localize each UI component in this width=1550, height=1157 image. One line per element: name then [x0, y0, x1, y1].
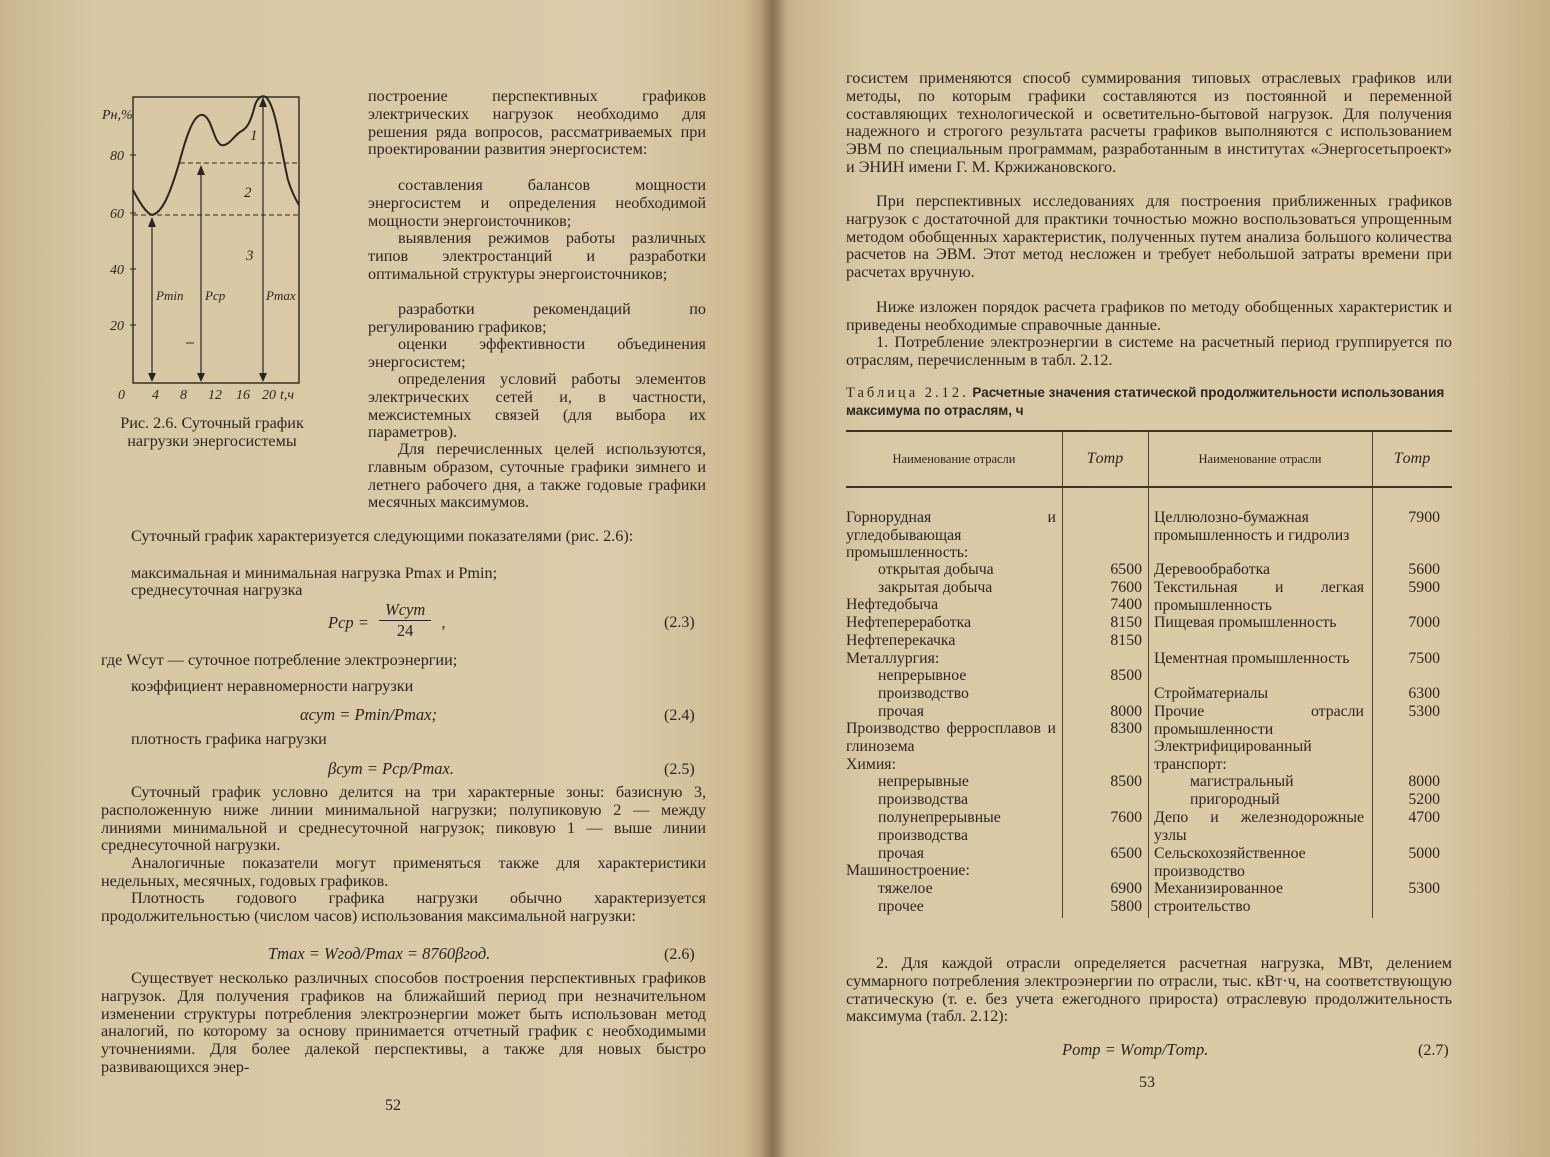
table-row: непрерывное производство	[878, 667, 969, 702]
table-value: 8150	[1110, 632, 1142, 649]
eq-numerator: Wсут	[379, 600, 431, 621]
table-header-rule	[846, 486, 1452, 488]
paragraph: Суточный график характеризуется следующими показателями (рис. 2.6):	[131, 527, 634, 545]
table-top-rule	[846, 430, 1452, 432]
table-value: 4700	[1408, 809, 1440, 826]
zone-label-2: 2	[244, 185, 252, 201]
zone-label-1: 1	[250, 128, 258, 144]
table-value: 8500	[1110, 667, 1142, 684]
x-tick: 0	[118, 388, 125, 403]
paragraph: Плотность годового графика нагрузки обычно характеризуется продолжительностью (числом часов) использования максимальной нагрузки:	[101, 889, 706, 925]
y-axis-label: Pн,%	[102, 108, 133, 123]
table-value: 5800	[1110, 898, 1142, 915]
equation-number: (2.4)	[664, 707, 695, 724]
table-value: 6500	[1110, 845, 1142, 862]
paragraph: Ниже изложен порядок расчета графиков по методу обобщенных характеристик и приведены необходимые справочные данные.	[846, 298, 1452, 334]
table-value: 5000	[1408, 845, 1440, 862]
table-caption	[846, 384, 1452, 420]
table-row: Машиностроение:	[846, 862, 970, 879]
table-caption-label: Таблица 2.12.	[846, 385, 969, 401]
table-row: Нефтепереработка	[846, 614, 972, 631]
table-row: прочее	[878, 898, 924, 915]
table-value: 8000	[1408, 773, 1440, 790]
table-row: Нефтедобыча	[846, 596, 939, 613]
x-tick: 8	[180, 388, 187, 403]
side-paragraph: Для перечисленных целей используются, главным образом, суточные графики зимнего и летнего рабочего дня, а также годовые графики месячных максимумов.	[368, 440, 706, 512]
table-value: 7600	[1110, 809, 1142, 826]
table-value: 6500	[1110, 561, 1142, 578]
table-value: 8150	[1110, 614, 1142, 631]
y-tick: 60	[110, 207, 124, 222]
table-value: 5600	[1408, 561, 1440, 578]
table-value: 5300	[1408, 880, 1440, 897]
table-row: открытая добыча	[878, 561, 994, 578]
eq-denominator: 24	[396, 621, 414, 640]
table-row: Электрифицированный транспорт:	[1154, 738, 1312, 773]
paragraph: где Wсут — суточное потребление электроэнергии;	[101, 651, 458, 669]
table-value: 6900	[1110, 880, 1142, 897]
paragraph: коэффициент неравномерности нагрузки	[131, 677, 414, 695]
paragraph: Аналогичные показатели могут применяться также для характеристики недельных, месячных, годовых графиков.	[101, 854, 706, 890]
paragraph: госистем применяются способ суммирования типовых отраслевых графиков или методы, по которым графики составляются из постоянной и переменной составляющих технологической и осветительно-бытовой нагрузок. Для получения надежного и строгого результата расчеты графиков выполняются с использованием ЭВМ по специальным программам, разработанным в институтах «Энергосетьпроект» и ЭНИН имени Г. М. Кржижановского.	[846, 69, 1452, 176]
table-row: магистральный	[1190, 773, 1294, 790]
table-row: тяжелое	[878, 880, 933, 897]
x-tick: 16	[236, 388, 250, 403]
y-tick: 20	[110, 319, 124, 334]
table-row: Целлюлозно-бумажная промышленность и гидролиз	[1154, 509, 1350, 544]
table-row: Производство ферросплавов и глинозема	[846, 720, 1056, 755]
equation-2-3: Pср = Wсут 24 ,	[328, 600, 446, 640]
table-row: Горнорудная и угледобывающая промышленность:	[846, 509, 1056, 562]
y-tick: 40	[110, 263, 124, 278]
x-tick: 12	[208, 388, 222, 403]
equation-2-7: Pотр = Wотр/Tотр.	[1062, 1040, 1209, 1059]
equation-number: (2.3)	[664, 614, 695, 631]
table-row: Металлургия:	[846, 650, 940, 667]
equation-number: (2.7)	[1418, 1042, 1449, 1059]
side-paragraph: оценки эффективности объединения энергосистем;	[368, 335, 706, 371]
left-page	[0, 0, 770, 1157]
table-value: 5900	[1408, 579, 1440, 596]
daily-load-chart	[100, 85, 315, 405]
table-value: 7600	[1110, 579, 1142, 596]
table-row: закрытая добыча	[878, 579, 993, 596]
table-row: Текстильная и легкая промышленность	[1154, 579, 1364, 614]
page-number: 53	[1139, 1074, 1155, 1091]
table-value: 5200	[1408, 791, 1440, 808]
table-caption-title: Расчетные значения статической продолжительности использования максимума по отраслям, ч	[846, 385, 1445, 418]
table-row: непрерывные производства	[878, 773, 969, 808]
table-value: 6300	[1408, 685, 1440, 702]
side-paragraph: определения условий работы элементов электрических сетей и, в частности, межсистемных связей (для выбора их параметров).	[368, 370, 706, 442]
table-row: Депо и железнодорожные узлы	[1154, 809, 1364, 844]
y-tick: 80	[110, 149, 124, 164]
paragraph: максимальная и минимальная нагрузка Pmax и Pmin;	[131, 564, 498, 582]
table-header-t: Tотр	[1086, 450, 1124, 467]
table-row: Прочие отрасли промышленности	[1154, 703, 1364, 738]
table-value: 8500	[1110, 773, 1142, 790]
table-value: 7500	[1408, 650, 1440, 667]
table-value: 5300	[1408, 703, 1440, 720]
table-row: Механизированное строительство	[1154, 880, 1284, 915]
side-paragraph: построение перспективных графиков электрических нагрузок необходимо для решения ряда вопросов, рассматриваемых при проектировании развития энергосистем:	[368, 87, 706, 159]
table-row: Стройматериалы	[1154, 685, 1269, 702]
paragraph: среднесуточная нагрузка	[131, 581, 303, 599]
equation-2-6: Tmax = Wгод/Pmax = 8760βгод.	[268, 944, 491, 963]
paragraph: плотность графика нагрузки	[131, 730, 327, 748]
paragraph: Существует несколько различных способов построения перспективных графиков нагрузок. Для получения графиков на ближайший период при незначительном изменении структуры потребления электроэнергии может быть использован метод аналогий, по которому за основу принимается отчетный график с необходимыми уточнениями. Для более далекой перспективы, а также для новых быстро развивающихся энер-	[101, 969, 706, 1076]
table-row: пригородный	[1190, 791, 1280, 808]
page-number: 52	[385, 1097, 401, 1114]
table-value: 8000	[1110, 703, 1142, 720]
arrow-label-pmax: Pmax	[266, 288, 296, 303]
paragraph: При перспективных исследованиях для построения приближенных графиков нагрузок с достаточной для практики точностью можно воспользоваться упрощенным методом обобщенных характеристик, полученных путем анализа большого количества расчетов на ЭВМ. Этот метод несложен и требует небольшой затраты времени при расчетах вручную.	[846, 192, 1452, 282]
table-row: Цементная промышленность	[1154, 650, 1350, 667]
side-paragraph: выявления режимов работы различных типов электростанций и разработки оптимальной структуры энергоисточников;	[368, 229, 706, 283]
table-value: 7900	[1408, 509, 1440, 526]
load-curve	[133, 96, 299, 215]
table-row: Химия:	[846, 756, 896, 773]
table-header-name: Наименование отрасли	[892, 452, 1016, 466]
table-row: Пищевая промышленность	[1154, 614, 1337, 631]
table-row: Деревообработка	[1154, 561, 1271, 578]
paragraph: 2. Для каждой отрасли определяется расчетная нагрузка, МВт, делением суммарного потребления электроэнергии по отрасли, тыс. кВт·ч, на соответствующую статическую (т. е. без учета ежегодного прироста) отраслевую продолжительность максимума (табл. 2.12):	[846, 954, 1452, 1026]
paragraph: 1. Потребление электроэнергии в системе на расчетный период группируется по отраслям, перечисленным в табл. 2.12.	[846, 333, 1452, 369]
x-axis-unit: t,ч	[280, 388, 295, 403]
paragraph: Суточный график условно делится на три характерные зоны: базисную 3, расположенную ниже линии минимальной нагрузки; полупиковую 2 — между линиями минимальной и среднесуточной нагрузок; пиковую 1 — выше линии среднесуточной нагрузки.	[101, 783, 706, 855]
equation-2-4: αсут = Pmin/Pmax;	[300, 705, 437, 724]
arrow-label-pmin: Pmin	[156, 288, 184, 303]
table-value: 8300	[1110, 720, 1142, 737]
x-tick: 20	[262, 388, 276, 403]
table-header-name: Наименование отрасли	[1198, 452, 1322, 466]
table-row: прочая	[878, 845, 925, 862]
equation-number: (2.6)	[664, 946, 695, 963]
figure-caption: Рис. 2.6. Суточный график нагрузки энергосистемы	[120, 414, 304, 450]
side-paragraph: составления балансов мощности энергосистем и определения необходимой мощности энергоисточников;	[368, 176, 706, 230]
zone-label-3: 3	[246, 248, 254, 264]
equation-number: (2.5)	[664, 761, 695, 778]
table-row: Сельскохозяйственное производство	[1154, 845, 1306, 880]
table-header-t: Tотр	[1393, 450, 1431, 467]
table-value: 7400	[1110, 596, 1142, 613]
table-row: Нефтеперекачка	[846, 632, 956, 649]
equation-2-5: βсут = Pср/Pmax.	[328, 759, 454, 778]
arrow-label-pavg: Pср	[205, 288, 226, 303]
side-paragraph: разработки рекомендаций по регулированию графиков;	[368, 300, 706, 336]
table-row: прочая	[878, 703, 925, 720]
table-value: 7000	[1408, 614, 1440, 631]
table-row: полунепрерывные производства	[878, 809, 1001, 844]
x-tick: 4	[152, 388, 159, 403]
